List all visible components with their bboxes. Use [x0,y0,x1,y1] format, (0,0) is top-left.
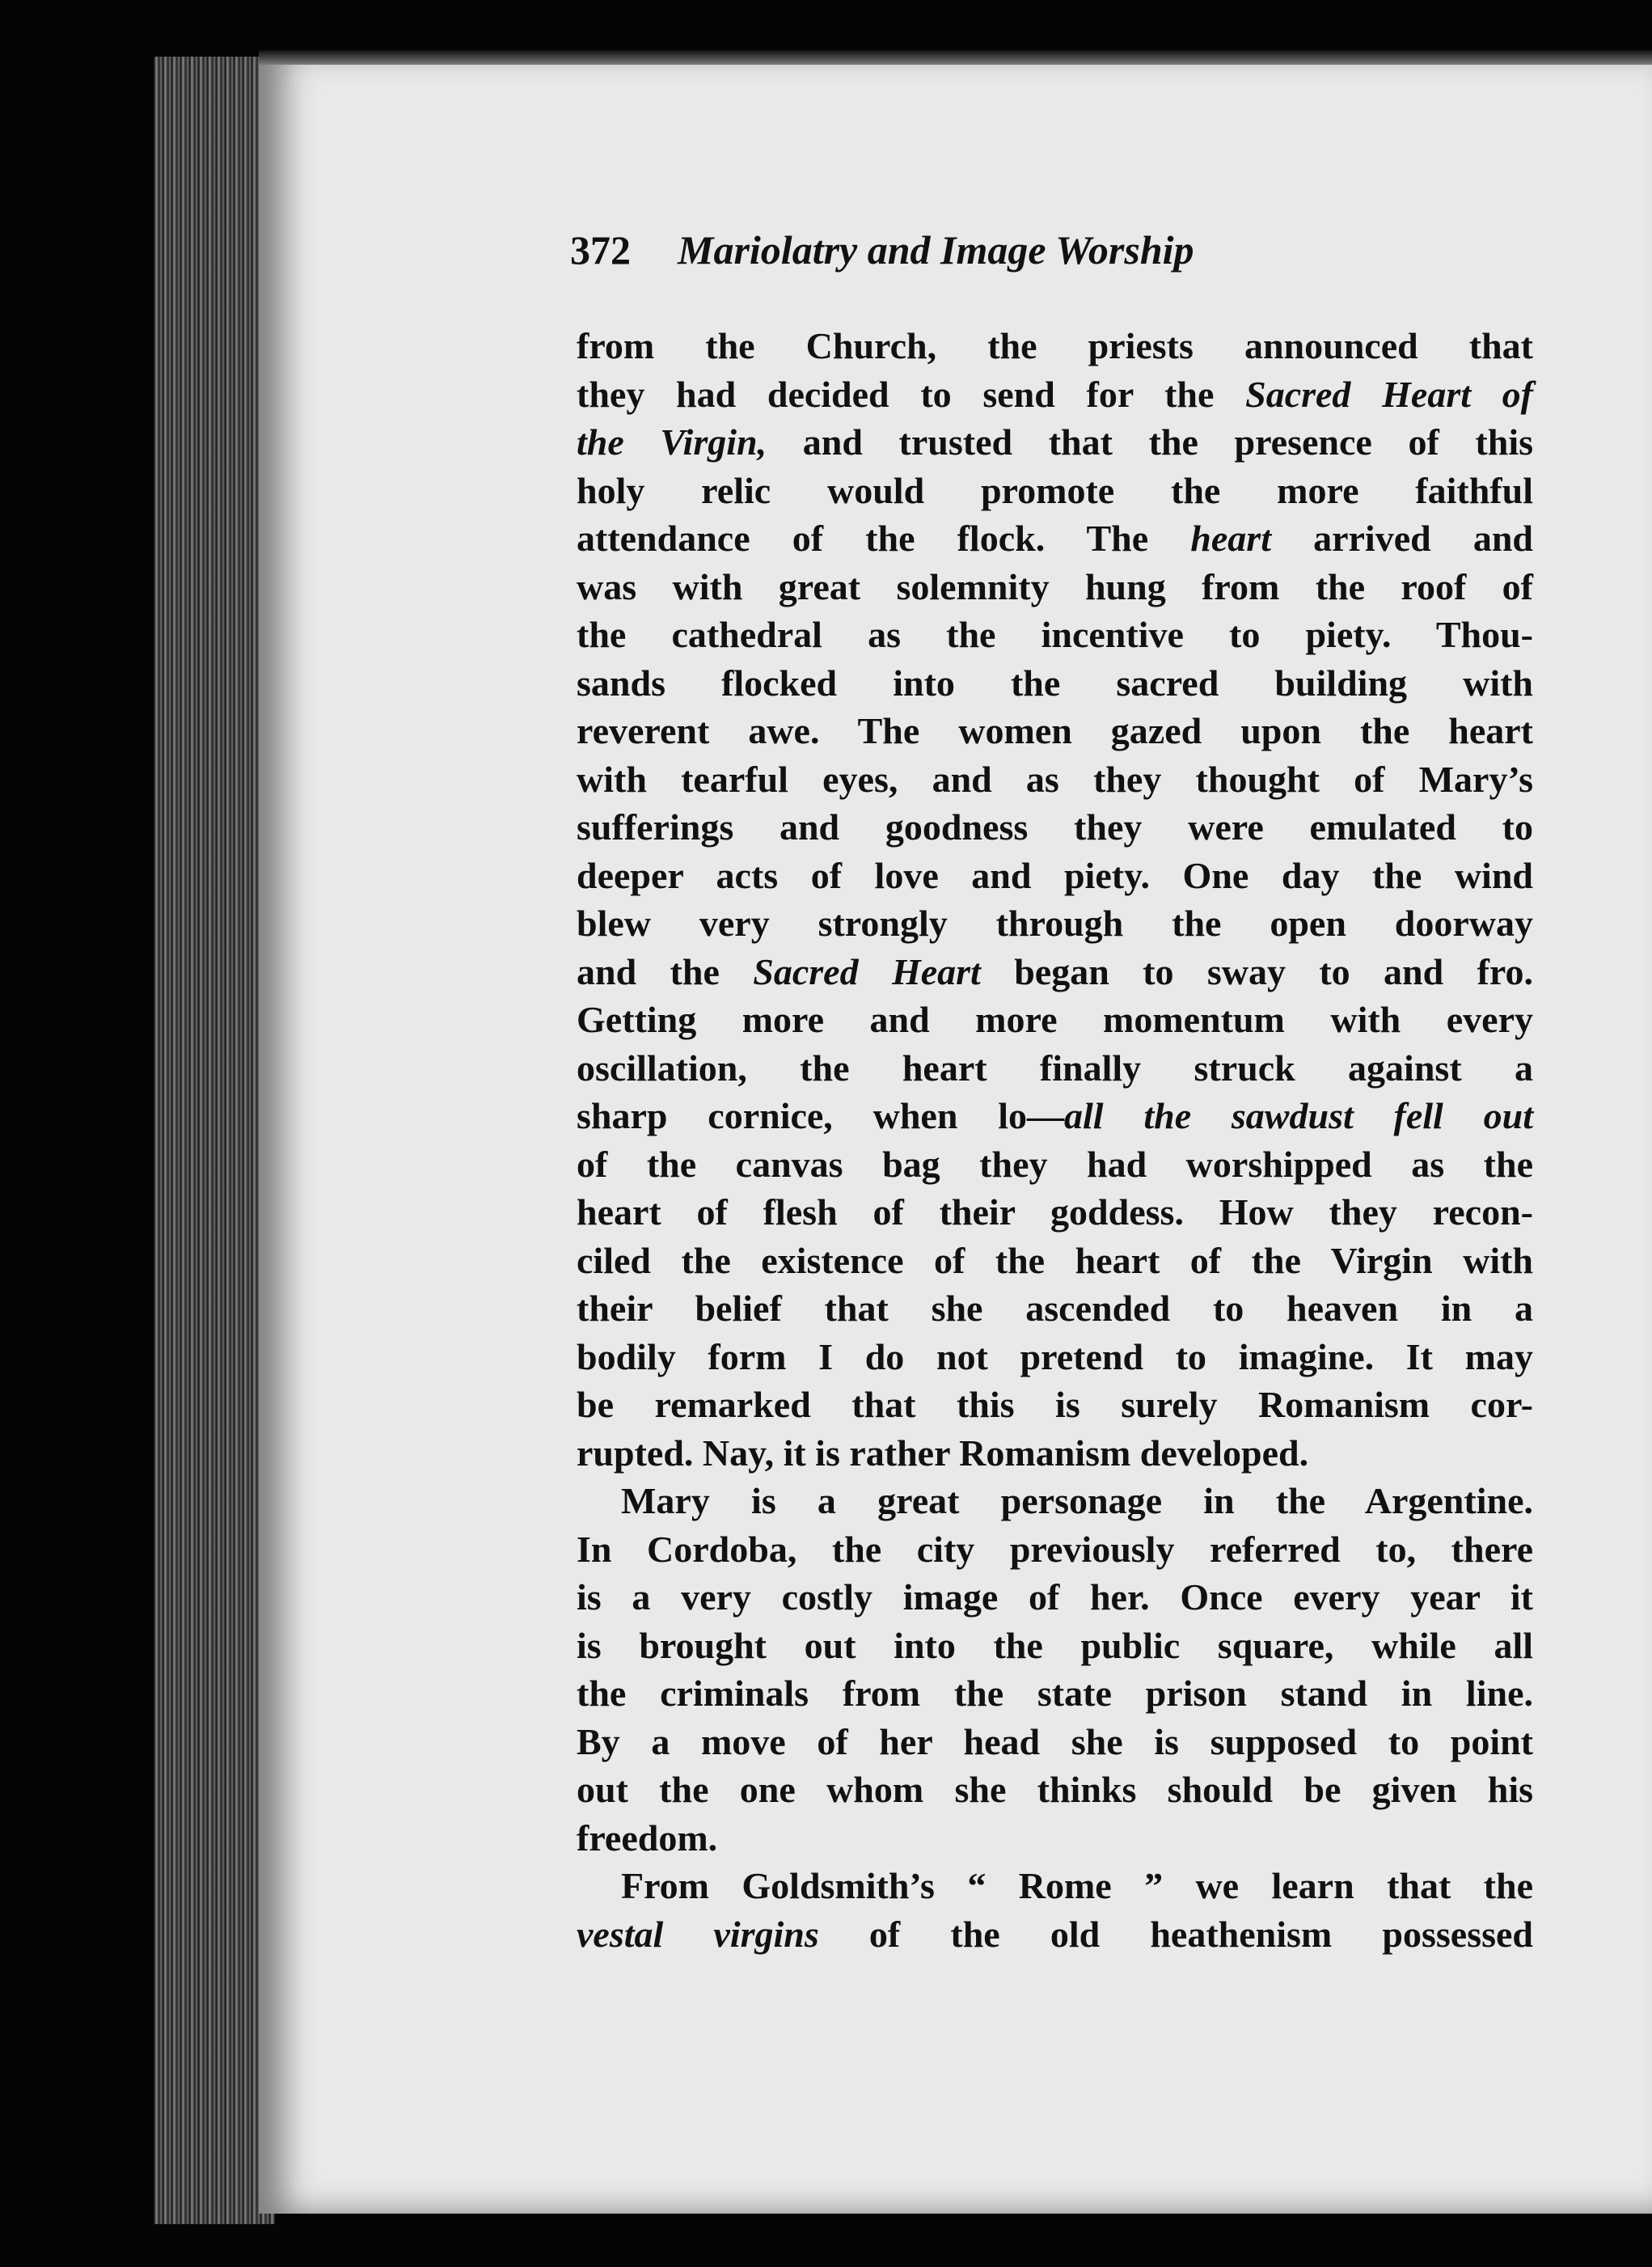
text-line [577,1669,1533,1718]
text-segment: oscillation, the heart finally struck against a [577,1047,1533,1089]
text-segment: from the Church, the priests announced that [577,325,1533,366]
text-line [577,1333,1533,1381]
text-segment: their belief that she ascended to heaven in a [577,1288,1533,1329]
text-line [577,899,1533,948]
text-line [577,563,1533,611]
text-segment: sands flocked into the sacred building with [577,662,1533,704]
text-line [577,996,1533,1044]
italic-text: Sacred Heart [753,950,981,992]
text-segment: and the [577,950,754,992]
text-segment: holy relic would promote the more faithful [577,469,1533,511]
text-segment: arrived and [1270,518,1533,559]
text-segment: freedom. [577,1817,718,1859]
italic-text: Sacred Heart of [1245,373,1533,415]
text-line [577,1381,1533,1429]
text-line [577,1573,1533,1622]
text-line [577,322,1533,370]
text-line [577,418,1533,467]
text-segment: Mary is a great personage in the Argentine. [621,1480,1533,1521]
text-line [577,611,1533,659]
text-line [577,1814,1533,1863]
text-line [577,1237,1533,1285]
text-segment: with tearful eyes, and as they thought of Mary’s [577,758,1533,800]
text-line [577,1429,1533,1478]
italic-text: the Virgin, [577,421,767,463]
text-line [577,1525,1533,1574]
italic-text: heart [1190,518,1271,559]
body-text [577,322,1533,1958]
text-segment: be remarked that this is surely Romanism cor- [577,1384,1533,1425]
text-line [577,1718,1533,1766]
text-line [577,803,1533,852]
text-line [577,1092,1533,1140]
text-line [577,948,1533,996]
text-segment: the cathedral as the incentive to piety. Thou- [577,614,1533,655]
italic-text: all the sawdust fell out [1063,1095,1533,1136]
text-segment: ciled the existence of the heart of the Virgin with [577,1239,1533,1281]
book-page-edges [154,57,275,2224]
text-segment: of the old heathenism possessed [818,1913,1533,1955]
text-segment: the criminals from the state prison stand in line. [577,1673,1533,1714]
text-segment: was with great solemnity hung from the roof of [577,565,1533,607]
text-segment: In Cordoba, the city previously referred to, there [577,1528,1533,1570]
text-line [577,1477,1533,1525]
text-line [577,1766,1533,1814]
text-segment: sufferings and goodness they were emulated to [577,806,1533,848]
text-line [577,1910,1533,1959]
page-number: 372 [570,227,631,273]
text-segment: out the one whom she thinks should be given his [577,1769,1533,1810]
page-top-shadow [259,50,1652,65]
text-line [577,1622,1533,1670]
text-segment: and trusted that the presence of this [767,421,1534,463]
text-segment: From Goldsmith’s “ Rome ” we learn that the [621,1865,1533,1906]
text-line [577,1862,1533,1910]
text-line [577,1140,1533,1189]
text-line [577,852,1533,900]
text-line [577,370,1533,419]
text-line [577,514,1533,563]
text-segment: is brought out into the public square, while all [577,1624,1533,1666]
text-line [577,707,1533,755]
text-segment: deeper acts of love and piety. One day the wind [577,854,1533,896]
text-segment: is a very costly image of her. Once every year it [577,1576,1533,1618]
text-line [577,1284,1533,1333]
running-head [570,226,1540,273]
text-segment: of the canvas bag they had worshipped as the [577,1143,1533,1185]
text-segment: rupted. Nay, it is rather Romanism developed. [577,1432,1309,1474]
text-line [577,467,1533,515]
text-line [577,1044,1533,1093]
text-segment: By a move of her head she is supposed to point [577,1720,1533,1762]
text-segment: began to sway to and fro. [980,950,1533,992]
text-line [577,1188,1533,1237]
running-title: Mariolatry and Image Worship [678,227,1194,273]
text-segment: heart of flesh of their goddess. How they recon- [577,1191,1533,1233]
italic-text: vestal virgins [577,1913,819,1955]
text-segment: sharp cornice, when lo— [577,1095,1064,1136]
text-segment: blew very strongly through the open doorway [577,903,1533,944]
text-segment: Getting more and more momentum with every [577,999,1533,1040]
text-line [577,659,1533,708]
text-segment: bodily form I do not pretend to imagine. It may [577,1335,1533,1377]
text-segment: they had decided to send for the [577,373,1246,415]
text-segment: reverent awe. The women gazed upon the heart [577,710,1533,751]
text-segment: attendance of the flock. The [577,518,1191,559]
text-line [577,755,1533,804]
